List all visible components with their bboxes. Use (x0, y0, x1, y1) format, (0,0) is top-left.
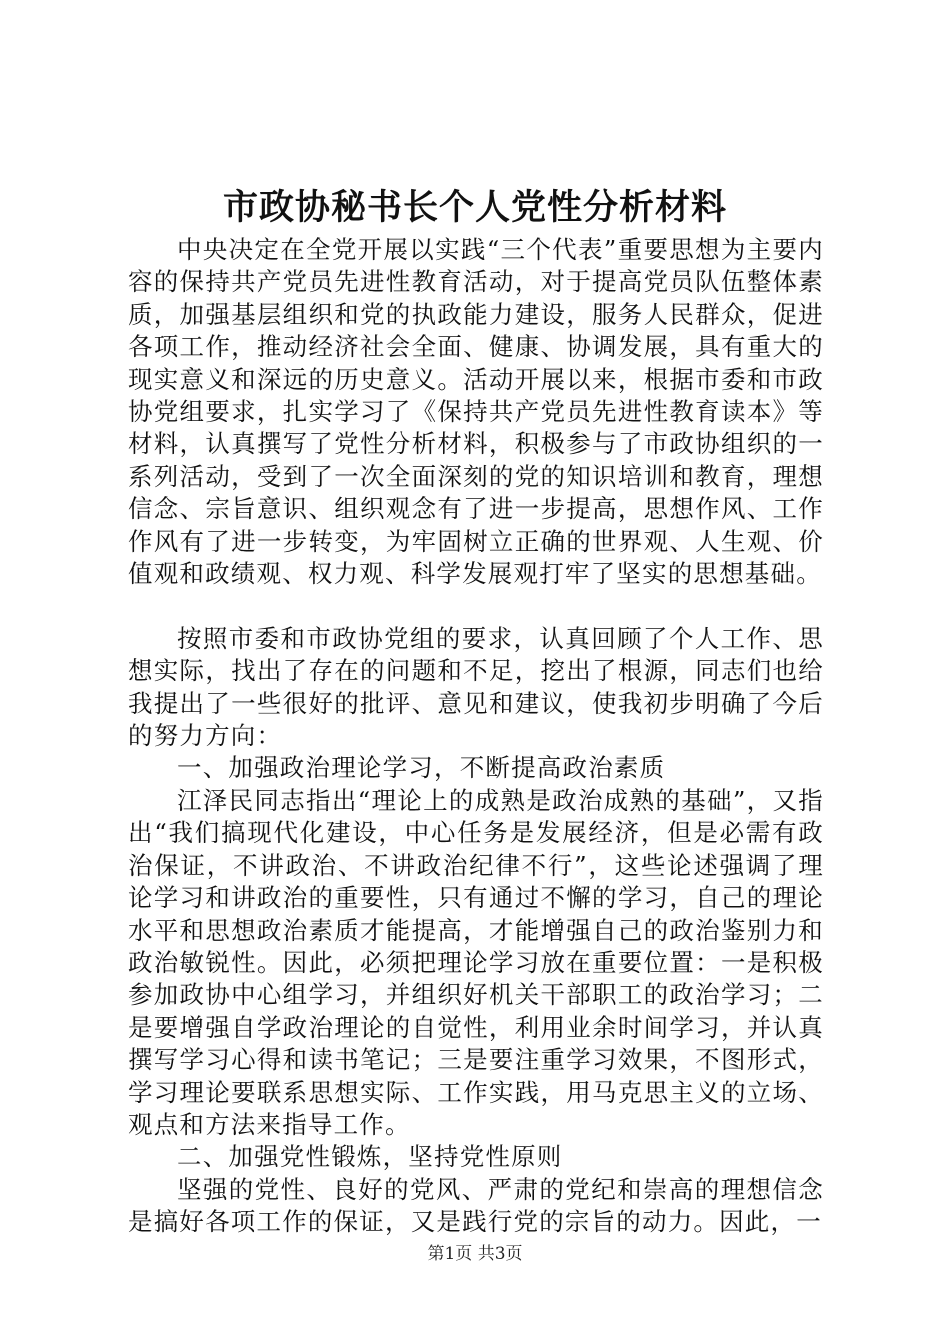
paragraph-review: 按照市委和市政协党组的要求，认真回顾了个人工作、思想实际，找出了存在的问题和不足，挖出了根源，同志们也给我提出了一些很好的批评、意见和建议，使我初步明确了今后的努力方向： (128, 623, 824, 751)
section-heading-2: 二、加强党性锻炼，坚持党性原则 (177, 1142, 563, 1172)
document-body (128, 234, 824, 1239)
paragraph-party-spirit: 坚强的党性、良好的党风、严肃的党纪和崇高的理想信念是搞好各项工作的保证，又是践行党的宗旨的动力。因此，一 (128, 1174, 824, 1237)
document-title: 市政协秘书长个人党性分析材料 (222, 187, 727, 228)
paragraph-spacer (128, 590, 824, 622)
section-heading-1: 一、加强政治理论学习，不断提高政治素质 (177, 753, 666, 783)
page-indicator: 第1页 共3页 (427, 1244, 523, 1264)
paragraph-intro: 中央决定在全党开展以实践“三个代表”重要思想为主要内容的保持共产党员先进性教育活动，对于提高党员队伍整体素质，加强基层组织和党的执政能力建设，服务人民群众，促进各项工作，推动经济社会全面、健康、协调发展，具有重大的现实意义和深远的历史意义。活动开展以来，根据市委和市政协党组要求，扎实学习了《保持共产党员先进性教育读本》等材料，认真撰写了党性分析材料，积极参与了市政协组织的一系列活动，受到了一次全面深刻的党的知识培训和教育，理想信念、宗旨意识、组织观念有了进一步提高，思想作风、工作作风有了进一步转变，为牢固树立正确的世界观、人生观、价值观和政绩观、权力观、科学发展观打牢了坚实的思想基础。 (128, 235, 824, 589)
paragraph-theory-study: 江泽民同志指出“理论上的成熟是政治成熟的基础”，又指出“我们搞现代化建设，中心任务是发展经济，但是必需有政治保证，不讲政治、不讲政治纪律不行”，这些论述强调了理论学习和讲政治的重要性，只有通过不懈的学习，自己的理论水平和思想政治素质才能提高，才能增强自己的政治鉴别力和政治敏锐性。因此，必须把理论学习放在重要位置：一是积极参加政协中心组学习，并组织好机关干部职工的政治学习；二是要增强自学政治理论的自觉性，利用业余时间学习，并认真撰写学习心得和读书笔记；三是要注重学习效果，不图形式，学习理论要联系思想实际、工作实践，用马克思主义的立场、观点和方法来指导工作。 (128, 785, 824, 1139)
